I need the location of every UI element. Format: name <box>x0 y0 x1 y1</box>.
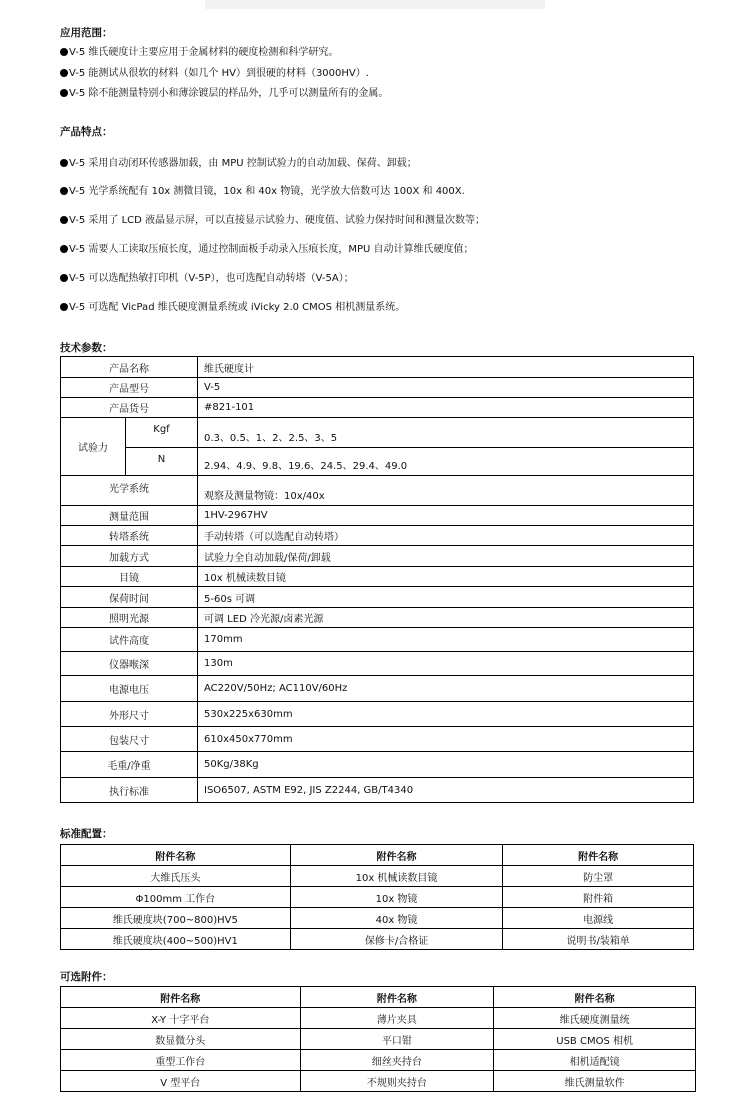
features-title: 产品特点： <box>60 126 113 138</box>
spec-table <box>60 356 694 803</box>
column-header: 附件名称 <box>494 987 696 1008</box>
application-item: V-5 除不能测量特别小和薄涂镀层的样品外，几乎可以测量所有的金属。 <box>60 84 388 99</box>
n-label: N <box>126 448 198 476</box>
spec-label: 产品名称 <box>61 357 198 378</box>
spec-row <box>61 778 694 803</box>
spec-value: 10x 机械读数目镜 <box>198 567 694 587</box>
spec-row-force-n <box>61 448 694 476</box>
table-cell: 防尘罩 <box>503 866 694 887</box>
spec-row <box>61 652 694 676</box>
column-header: 附件名称 <box>61 987 301 1008</box>
spec-label: 试件高度 <box>61 628 198 652</box>
spec-value: ISO6507, ASTM E92, JIS Z2244, GB/T4340 <box>198 778 694 803</box>
force-label: 试验力 <box>61 418 126 476</box>
column-header: 附件名称 <box>290 845 503 866</box>
table-cell: 10x 物镜 <box>290 887 503 908</box>
spec-row <box>61 398 694 418</box>
table-cell: 维氏硬度块(700~800)HV5 <box>61 908 291 929</box>
table-cell: 薄片夹具 <box>300 1008 494 1029</box>
spec-value: V-5 <box>198 378 694 398</box>
column-header: 附件名称 <box>503 845 694 866</box>
table-cell: 相机适配镜 <box>494 1050 696 1071</box>
top-banner <box>205 0 545 9</box>
spec-row <box>61 357 694 378</box>
column-header: 附件名称 <box>61 845 291 866</box>
spec-value: 手动转塔（可以选配自动转塔） <box>198 526 694 546</box>
table-cell: 大维氏压头 <box>61 866 291 887</box>
optional-header-row <box>61 987 696 1008</box>
spec-value: 530x225x630mm <box>198 702 694 727</box>
bullet-icon <box>60 159 68 167</box>
kgf-value: 0.3、0.5、1、2、2.5、3、5 <box>198 418 694 448</box>
spec-label: 照明光源 <box>61 608 198 628</box>
spec-label: 毛重/净重 <box>61 752 198 778</box>
spec-label: 产品型号 <box>61 378 198 398</box>
table-cell: 附件箱 <box>503 887 694 908</box>
table-row <box>61 908 694 929</box>
feature-item: V-5 可以选配热敏打印机（V-5P），也可选配自动转塔（V-5A）； <box>60 269 354 284</box>
table-cell: X-Y 十字平台 <box>61 1008 301 1029</box>
spec-label: 包装尺寸 <box>61 727 198 752</box>
spec-value: 170mm <box>198 628 694 652</box>
spec-label: 加载方式 <box>61 546 198 567</box>
feature-item: V-5 采用了 LCD 液晶显示屏，可以直接显示试验力、硬度值、试验力保持时间和测量次数等； <box>60 211 485 226</box>
bullet-icon <box>60 48 68 56</box>
table-cell: 维氏测量软件 <box>494 1071 696 1092</box>
bullet-icon <box>60 89 68 97</box>
spec-label: 电源电压 <box>61 676 198 702</box>
spec-row-force-kgf <box>61 418 694 448</box>
table-cell: 维氏硬度测量统 <box>494 1008 696 1029</box>
spec-value: 维氏硬度计 <box>198 357 694 378</box>
spec-label: 执行标准 <box>61 778 198 803</box>
bullet-icon <box>60 69 68 77</box>
feature-item: V-5 需要人工读取压痕长度，通过控制面板手动录入压痕长度，MPU 自动计算维氏硬度值； <box>60 240 474 255</box>
table-cell: USB CMOS 相机 <box>494 1029 696 1050</box>
spec-value: 1HV-2967HV <box>198 506 694 526</box>
spec-row <box>61 608 694 628</box>
table-cell: V 型平台 <box>61 1071 301 1092</box>
table-cell: 10x 机械读数目镜 <box>290 866 503 887</box>
spec-row <box>61 567 694 587</box>
spec-label: 外形尺寸 <box>61 702 198 727</box>
bullet-icon <box>60 187 68 195</box>
application-title: 应用范围： <box>60 27 113 39</box>
optional-title: 可选附件： <box>60 971 113 983</box>
table-row <box>61 887 694 908</box>
spec-value: 610x450x770mm <box>198 727 694 752</box>
spec-label: 仪器喉深 <box>61 652 198 676</box>
spec-row <box>61 628 694 652</box>
table-row <box>61 1071 696 1092</box>
feature-item: V-5 光学系统配有 10x 测微目镜，10x 和 40x 物镜，光学放大倍数可达 100X 和 400X. <box>60 182 465 197</box>
column-header: 附件名称 <box>300 987 494 1008</box>
spec-row <box>61 526 694 546</box>
standard-header-row <box>61 845 694 866</box>
spec-row <box>61 727 694 752</box>
spec-value: 50Kg/38Kg <box>198 752 694 778</box>
table-cell: 数显微分头 <box>61 1029 301 1050</box>
table-cell: 平口钳 <box>300 1029 494 1050</box>
table-cell: 维氏硬度块(400~500)HV1 <box>61 929 291 950</box>
application-item: V-5 维氏硬度计主要应用于金属材料的硬度检测和科学研究。 <box>60 43 338 58</box>
table-row <box>61 1008 696 1029</box>
spec-label: 光学系统 <box>61 476 198 506</box>
spec-row <box>61 506 694 526</box>
table-cell: 40x 物镜 <box>290 908 503 929</box>
optional-table <box>60 986 696 1092</box>
feature-item: V-5 可选配 VicPad 维氏硬度测量系统或 iVicky 2.0 CMOS 相机测量系统。 <box>60 298 405 313</box>
feature-item: V-5 采用自动闭环传感器加载，由 MPU 控制试验力的自动加载、保荷、卸载； <box>60 154 417 169</box>
bullet-icon <box>60 303 68 311</box>
table-row <box>61 1029 696 1050</box>
spec-row-optics <box>61 476 694 506</box>
table-row <box>61 866 694 887</box>
bullet-icon <box>60 274 68 282</box>
table-cell: 电源线 <box>503 908 694 929</box>
spec-row <box>61 378 694 398</box>
spec-label: 转塔系统 <box>61 526 198 546</box>
table-row <box>61 929 694 950</box>
spec-value: 可调 LED 冷光源/卤素光源 <box>198 608 694 628</box>
spec-label: 目镜 <box>61 567 198 587</box>
n-value: 2.94、4.9、9.8、19.6、24.5、29.4、49.0 <box>198 448 694 476</box>
spec-row <box>61 752 694 778</box>
table-cell: Φ100mm 工作台 <box>61 887 291 908</box>
table-cell: 细丝夹持台 <box>300 1050 494 1071</box>
table-row <box>61 1050 696 1071</box>
spec-row <box>61 546 694 567</box>
bullet-icon <box>60 216 68 224</box>
bullet-icon <box>60 245 68 253</box>
standard-title: 标准配置： <box>60 828 113 840</box>
spec-row <box>61 676 694 702</box>
table-cell: 不规则夹持台 <box>300 1071 494 1092</box>
spec-row <box>61 702 694 727</box>
spec-value: 130m <box>198 652 694 676</box>
kgf-label: Kgf <box>126 418 198 448</box>
specs-title: 技术参数： <box>60 342 113 354</box>
table-cell: 保修卡/合格证 <box>290 929 503 950</box>
spec-value: 试验力全自动加载/保荷/卸载 <box>198 546 694 567</box>
standard-table <box>60 844 694 950</box>
spec-value: AC220V/50Hz; AC110V/60Hz <box>198 676 694 702</box>
spec-label: 测量范围 <box>61 506 198 526</box>
spec-label: 保荷时间 <box>61 587 198 608</box>
spec-row <box>61 587 694 608</box>
spec-label: 产品货号 <box>61 398 198 418</box>
table-cell: 说明书/装箱单 <box>503 929 694 950</box>
spec-value: #821-101 <box>198 398 694 418</box>
application-item: V-5 能测试从很软的材料（如几个 HV）到很硬的材料（3000HV）. <box>60 64 369 79</box>
table-cell: 重型工作台 <box>61 1050 301 1071</box>
spec-value: 5-60s 可调 <box>198 587 694 608</box>
spec-value: 观察及测量物镜：10x/40x <box>198 476 694 506</box>
